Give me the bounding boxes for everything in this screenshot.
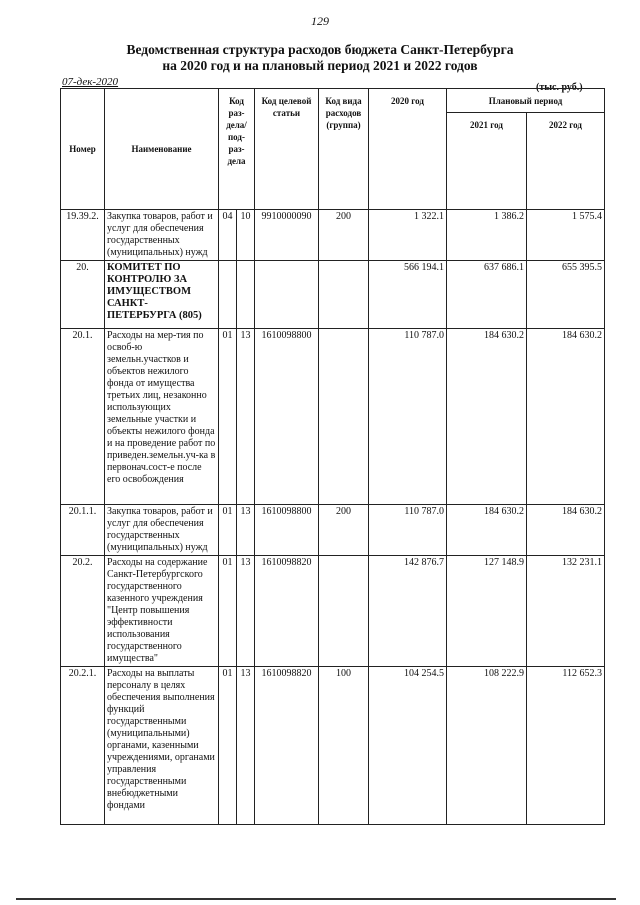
row-name: Закупка товаров, работ и услуг для обеспечения государственных (муниципальных) нужд (105, 210, 219, 261)
table-row (61, 329, 605, 505)
row-value-2021: 108 222.9 (447, 667, 527, 825)
header-name: Наименование (105, 89, 219, 210)
row-name: Закупка товаров, работ и услуг для обеспечения государственных (муниципальных) нужд (105, 505, 219, 556)
bottom-scan-line (16, 898, 616, 900)
row-number: 20.2.1. (61, 667, 105, 825)
row-value-2020: 110 787.0 (369, 505, 447, 556)
row-target-code: 1610098800 (255, 505, 319, 556)
row-value-2020: 110 787.0 (369, 329, 447, 505)
page-number: 129 (311, 14, 329, 28)
row-expense-type: 100 (319, 667, 369, 825)
units-label: (тыс. руб.) (536, 82, 583, 93)
row-subsection-code: 13 (237, 667, 255, 825)
title-line-2: на 2020 год и на плановый период 2021 и 2022 годов (162, 58, 478, 73)
header-planned-period: Плановый период (447, 89, 605, 113)
row-section-code: 01 (219, 505, 237, 556)
row-number: 20. (61, 261, 105, 329)
document-title (0, 42, 640, 74)
header-year-2022: 2022 год (527, 113, 605, 210)
budget-table (60, 88, 605, 825)
row-number: 19.39.2. (61, 210, 105, 261)
row-subsection-code: 13 (237, 556, 255, 667)
row-name: КОМИТЕТ ПО КОНТРОЛЮ ЗА ИМУЩЕСТВОМ САНКТ-ПЕТЕРБУРГА (805) (105, 261, 219, 329)
row-value-2022: 1 575.4 (527, 210, 605, 261)
row-expense-type (319, 261, 369, 329)
row-value-2022: 655 395.5 (527, 261, 605, 329)
row-value-2022: 132 231.1 (527, 556, 605, 667)
row-value-2022: 184 630.2 (527, 329, 605, 505)
row-number: 20.1. (61, 329, 105, 505)
row-value-2021: 184 630.2 (447, 505, 527, 556)
row-name: Расходы на выплаты персоналу в целях обеспечения выполнения функций государственными (муниципальными) органами, казенными учреждениями, органами управления государственными внебюджетными фондами (105, 667, 219, 825)
row-expense-type: 200 (319, 505, 369, 556)
document-date: 07-дек-2020 (62, 76, 119, 88)
row-number: 20.1.1. (61, 505, 105, 556)
row-expense-type (319, 329, 369, 505)
row-subsection-code: 10 (237, 210, 255, 261)
row-subsection-code: 13 (237, 505, 255, 556)
table-row (61, 556, 605, 667)
header-year-2021: 2021 год (447, 113, 527, 210)
row-number: 20.2. (61, 556, 105, 667)
row-value-2021: 127 148.9 (447, 556, 527, 667)
row-section-code: 01 (219, 329, 237, 505)
row-target-code: 9910000090 (255, 210, 319, 261)
row-section-code: 01 (219, 556, 237, 667)
title-line-1: Ведомственная структура расходов бюджета Санкт-Петербурга (126, 42, 514, 57)
row-section-code: 01 (219, 667, 237, 825)
row-value-2020: 142 876.7 (369, 556, 447, 667)
row-name: Расходы на содержание Санкт-Петербургского государственного казенного учреждения "Центр повышения эффективности использования государственного имущества" (105, 556, 219, 667)
header-target-code: Код целевой статьи (255, 89, 319, 210)
table-row (61, 261, 605, 329)
row-value-2021: 637 686.1 (447, 261, 527, 329)
row-target-code: 1610098820 (255, 556, 319, 667)
row-subsection-code (237, 261, 255, 329)
header-number: Номер (61, 89, 105, 210)
row-subsection-code: 13 (237, 329, 255, 505)
row-value-2020: 566 194.1 (369, 261, 447, 329)
row-target-code (255, 261, 319, 329)
row-value-2020: 1 322.1 (369, 210, 447, 261)
header-section-code: Код раз-дела/ под-раз-дела (219, 89, 255, 210)
row-expense-type (319, 556, 369, 667)
row-section-code (219, 261, 237, 329)
table-row (61, 505, 605, 556)
row-value-2021: 184 630.2 (447, 329, 527, 505)
row-value-2020: 104 254.5 (369, 667, 447, 825)
row-expense-type: 200 (319, 210, 369, 261)
header-expense-type-code: Код вида расходов (группа) (319, 89, 369, 210)
row-value-2022: 184 630.2 (527, 505, 605, 556)
row-name: Расходы на мер-тия по освоб-ю земельн.участков и объектов нежилого фонда от имущества третьих лиц, незаконно использующих земельные участки и объекты нежилого фонда и на проведение работ по приведен.земельн.уч-ка в первонач.сост-е после его освобождения (105, 329, 219, 505)
row-section-code: 04 (219, 210, 237, 261)
row-target-code: 1610098800 (255, 329, 319, 505)
row-value-2021: 1 386.2 (447, 210, 527, 261)
table-row (61, 210, 605, 261)
table-row (61, 667, 605, 825)
row-value-2022: 112 652.3 (527, 667, 605, 825)
row-target-code: 1610098820 (255, 667, 319, 825)
header-year-2020: 2020 год (369, 89, 447, 210)
